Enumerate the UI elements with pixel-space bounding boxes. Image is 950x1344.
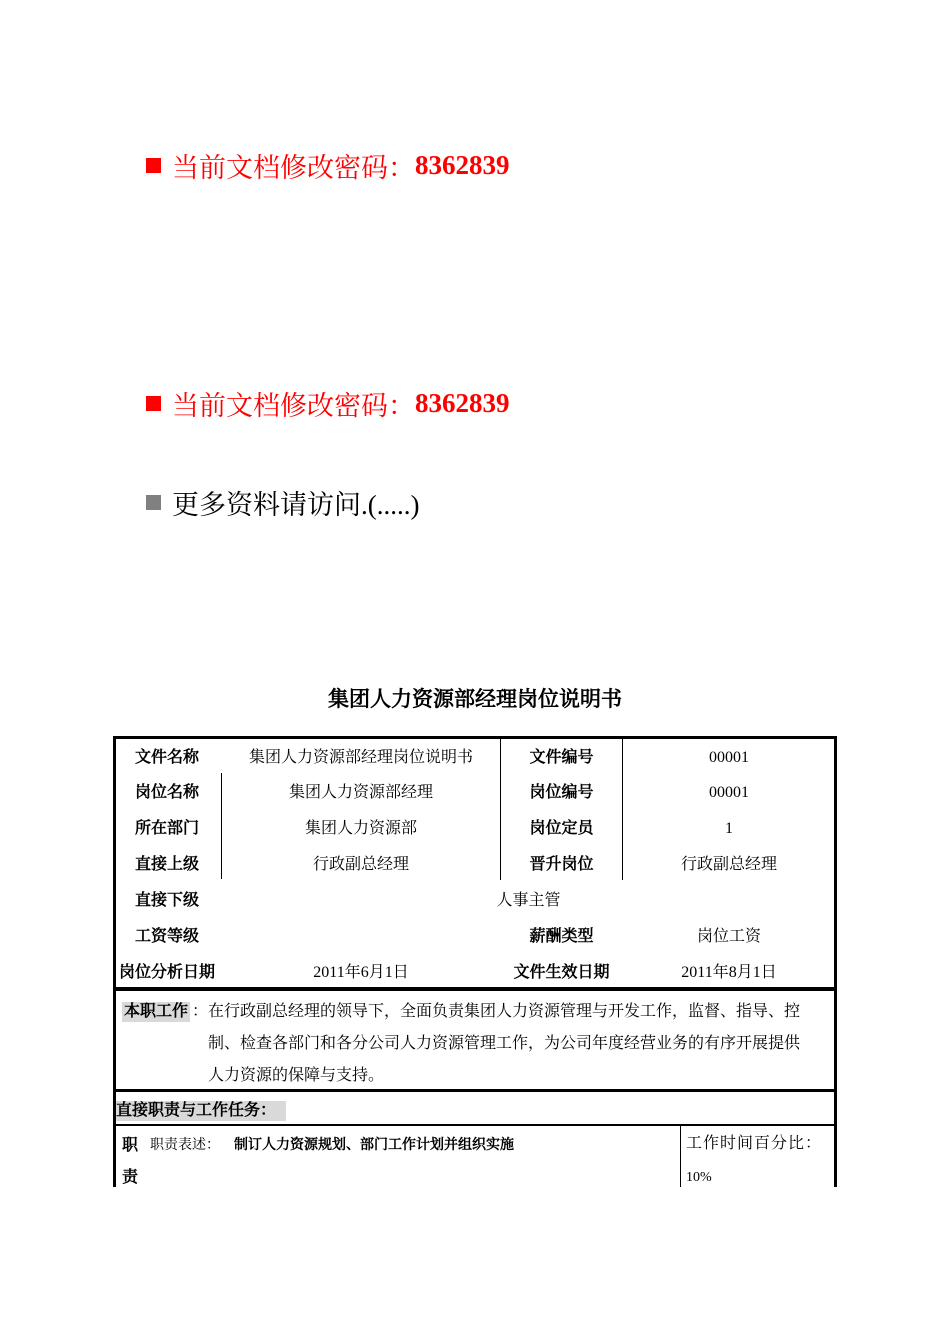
section-divider	[113, 1089, 837, 1092]
pay-type-label: 薪酬类型	[529, 928, 594, 945]
password-value: 8362839	[415, 388, 510, 418]
duty-desc-text: 制订人力资源规划、部门工作计划并组织实施	[234, 1138, 514, 1153]
notice-text: 当前文档修改密码：	[172, 153, 415, 183]
post-name-label: 岗位名称	[134, 784, 199, 801]
post-no-label: 岗位编号	[529, 784, 594, 801]
password-value: 8362839	[415, 150, 510, 180]
time-percent-value: 10%	[686, 1170, 712, 1185]
subordinate-label: 直接下级	[134, 892, 199, 909]
table-right-border	[834, 1089, 837, 1187]
square-bullet-icon	[146, 158, 161, 173]
effective-date-label: 文件生效日期	[513, 964, 610, 981]
side-label-top: 职	[122, 1137, 139, 1154]
duty-label: 本职工作	[124, 1003, 189, 1020]
notice-text: 更多资料请访问.(.....)	[172, 490, 420, 520]
quota-label: 岗位定员	[529, 820, 594, 837]
doc-name-label: 文件名称	[134, 749, 199, 766]
password-notice-2	[146, 384, 510, 423]
square-bullet-icon	[146, 396, 161, 411]
dept-label: 所在部门	[134, 820, 199, 837]
effective-date-value: 2011年8月1日	[681, 964, 777, 981]
password-notice-1	[146, 146, 510, 185]
pay-type-value: 岗位工资	[696, 928, 761, 945]
duty-line-2: 制、检查各部门和各分公司人力资源管理工作，为公司年度经营业务的有序开展提供	[208, 1035, 801, 1052]
subordinate-value: 人事主管	[496, 892, 561, 909]
doc-no-label: 文件编号	[529, 749, 594, 766]
promotion-value: 行政副总经理	[680, 856, 777, 873]
dept-value: 集团人力资源部	[304, 820, 417, 837]
tasks-header: 直接职责与工作任务：	[116, 1101, 286, 1121]
analysis-date-value: 2011年6月1日	[313, 964, 409, 981]
post-no-value: 00001	[709, 784, 749, 801]
duty-desc-label: 职责表述：	[150, 1138, 220, 1153]
analysis-date-label: 岗位分析日期	[118, 964, 215, 981]
row-divider	[113, 1124, 837, 1126]
grade-label: 工资等级	[134, 928, 199, 945]
duty-colon: ：	[192, 1003, 209, 1020]
promotion-label: 晋升岗位	[529, 856, 594, 873]
side-label-bottom: 责	[122, 1169, 139, 1186]
doc-no-value: 00001	[709, 749, 749, 766]
quota-value: 1	[725, 820, 733, 837]
doc-name-value: 集团人力资源部经理岗位说明书	[248, 749, 473, 766]
time-percent-label: 工作时间百分比：	[686, 1135, 823, 1152]
duty-line-3: 人力资源的保障与支持。	[208, 1067, 385, 1084]
post-name-value: 集团人力资源部经理	[288, 784, 433, 801]
document-title: 集团人力资源部经理岗位说明书	[328, 687, 622, 711]
more-info-notice	[146, 483, 419, 522]
column-divider	[680, 1125, 681, 1187]
superior-label: 直接上级	[134, 856, 199, 873]
superior-value: 行政副总经理	[312, 856, 409, 873]
square-bullet-icon	[146, 495, 161, 510]
notice-text: 当前文档修改密码：	[172, 391, 415, 421]
duty-line-1: 在行政副总经理的领导下，全面负责集团人力资源管理与开发工作，监督、指导、控	[208, 1003, 801, 1020]
